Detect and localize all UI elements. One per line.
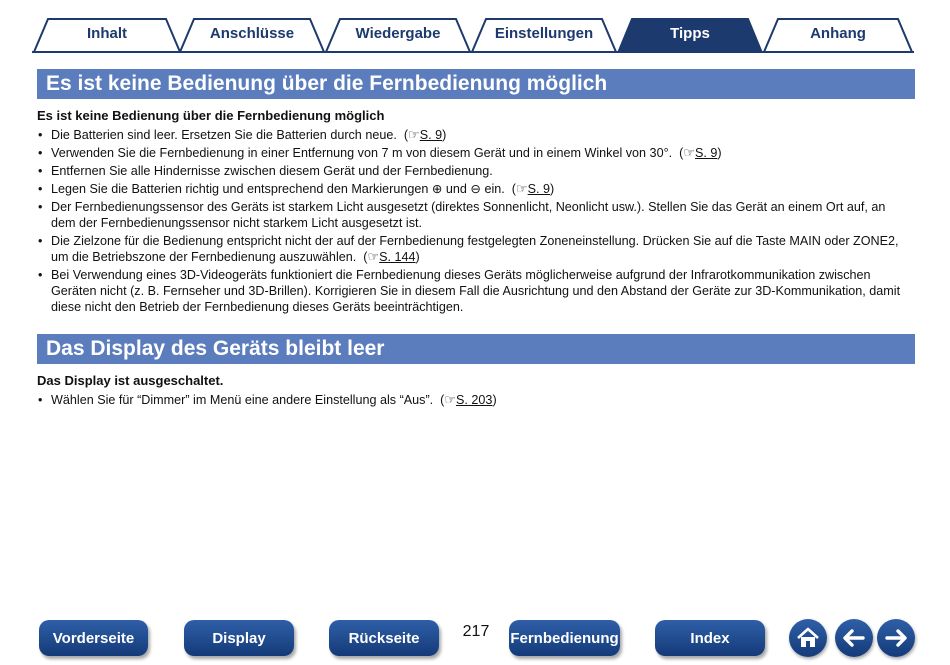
tab-underline: [32, 51, 914, 53]
list-item: • Der Fernbedienungssensor des Geräts ist starkem Licht ausgesetzt (direktes Sonnenlicht, Neonlicht usw.). Stellen Sie das Gerät an einem Ort auf, an dem der Fernbedienungssensor nicht starkem Licht ausgesetzt ist.: [37, 199, 912, 231]
tab-bar: [32, 17, 914, 54]
pointing-hand-icon: ☞: [444, 392, 457, 407]
page-link[interactable]: S. 9: [527, 182, 551, 196]
page-reference[interactable]: (☞S. 203): [440, 392, 497, 407]
page-number: 217: [462, 623, 490, 640]
section-title-remote: Es ist keine Bedienung über die Fernbedienung möglich: [37, 69, 915, 99]
tab-label: Einstellungen: [494, 24, 594, 42]
pointing-hand-icon: ☞: [683, 145, 695, 160]
pointing-hand-icon: ☞: [367, 249, 380, 264]
pointing-hand-icon: ☞: [515, 181, 528, 196]
tab-anhang[interactable]: [762, 17, 914, 53]
back-arrow-icon: [840, 624, 868, 652]
page-link[interactable]: S. 9: [419, 128, 443, 142]
forward-button[interactable]: [877, 619, 915, 657]
tab-inhalt[interactable]: [32, 17, 182, 53]
pointing-hand-icon: ☞: [408, 127, 420, 142]
home-button[interactable]: [789, 619, 827, 657]
page-reference[interactable]: (☞S. 144): [363, 249, 420, 264]
section-title-display: Das Display des Geräts bleibt leer: [37, 334, 915, 364]
list-item: • Wählen Sie für “Dimmer” im Menü eine andere Einstellung als “Aus”. (☞S. 203): [37, 392, 912, 408]
page-link[interactable]: S. 9: [694, 146, 718, 160]
remote-control-button[interactable]: Fernbedienung: [509, 620, 620, 656]
page-link[interactable]: S. 144: [379, 250, 416, 264]
display-tips-list: [37, 392, 912, 410]
front-panel-button[interactable]: Vorderseite: [39, 620, 148, 656]
tab-tipps[interactable]: [616, 17, 764, 53]
list-item: • Die Batterien sind leer. Ersetzen Sie die Batterien durch neue. (☞S. 9): [37, 127, 912, 143]
display-button[interactable]: Display: [184, 620, 294, 656]
index-button[interactable]: Index: [655, 620, 765, 656]
forward-arrow-icon: [882, 624, 910, 652]
home-icon: [794, 624, 822, 652]
tab-label: Anhang: [810, 24, 866, 42]
list-item: • Legen Sie die Batterien richtig und entsprechend den Markierungen ⊕ und ⊖ ein. (☞S. 9): [37, 181, 912, 197]
tab-label: Inhalt: [87, 24, 127, 42]
section-subtitle-display: Das Display ist ausgeschaltet.: [37, 373, 224, 388]
remote-tips-list: [37, 127, 912, 317]
page-reference[interactable]: (☞S. 9): [679, 145, 722, 160]
rear-panel-button[interactable]: Rückseite: [329, 620, 439, 656]
list-item: • Verwenden Sie die Fernbedienung in einer Entfernung von 7 m von diesem Gerät und in einem Winkel von 30°. (☞S. 9): [37, 145, 912, 161]
tab-anschluesse[interactable]: [178, 17, 326, 53]
tab-label: Tipps: [670, 24, 710, 42]
tab-einstellungen[interactable]: [470, 17, 618, 53]
page-link[interactable]: S. 203: [456, 393, 493, 407]
list-item: • Entfernen Sie alle Hindernisse zwischen diesem Gerät und der Fernbedienung.: [37, 163, 912, 179]
tab-label: Wiedergabe: [355, 24, 441, 42]
section-subtitle-remote: Es ist keine Bedienung über die Fernbedienung möglich: [37, 108, 385, 123]
back-button[interactable]: [835, 619, 873, 657]
tab-wiedergabe[interactable]: [324, 17, 472, 53]
page-reference[interactable]: (☞S. 9): [403, 127, 447, 142]
list-item: • Bei Verwendung eines 3D-Videogeräts funktioniert die Fernbedienung dieses Geräts möglicherweise aufgrund der Infrarotkommunikation zwischen Geräten nicht (z. B. Fernseher und 3D-Brillen). Korrigieren Sie in diesem Fall die Ausrichtung und den Abstand der Geräte zur 3D-Kommunikation, damit diese nicht den Betrieb der Fernbedienung dieses Geräts beeinträchtigen.: [37, 267, 912, 315]
page-reference[interactable]: (☞S. 9): [511, 181, 555, 196]
list-item: • Die Zielzone für die Bedienung entspricht nicht der auf der Fernbedienung festgelegten Zoneneinstellung. Drücken Sie auf die Taste MAIN oder ZONE2, um die Betriebszone der Fernbedienung auszuwählen. (☞S. 144): [37, 233, 912, 265]
tab-label: Anschlüsse: [209, 24, 295, 42]
